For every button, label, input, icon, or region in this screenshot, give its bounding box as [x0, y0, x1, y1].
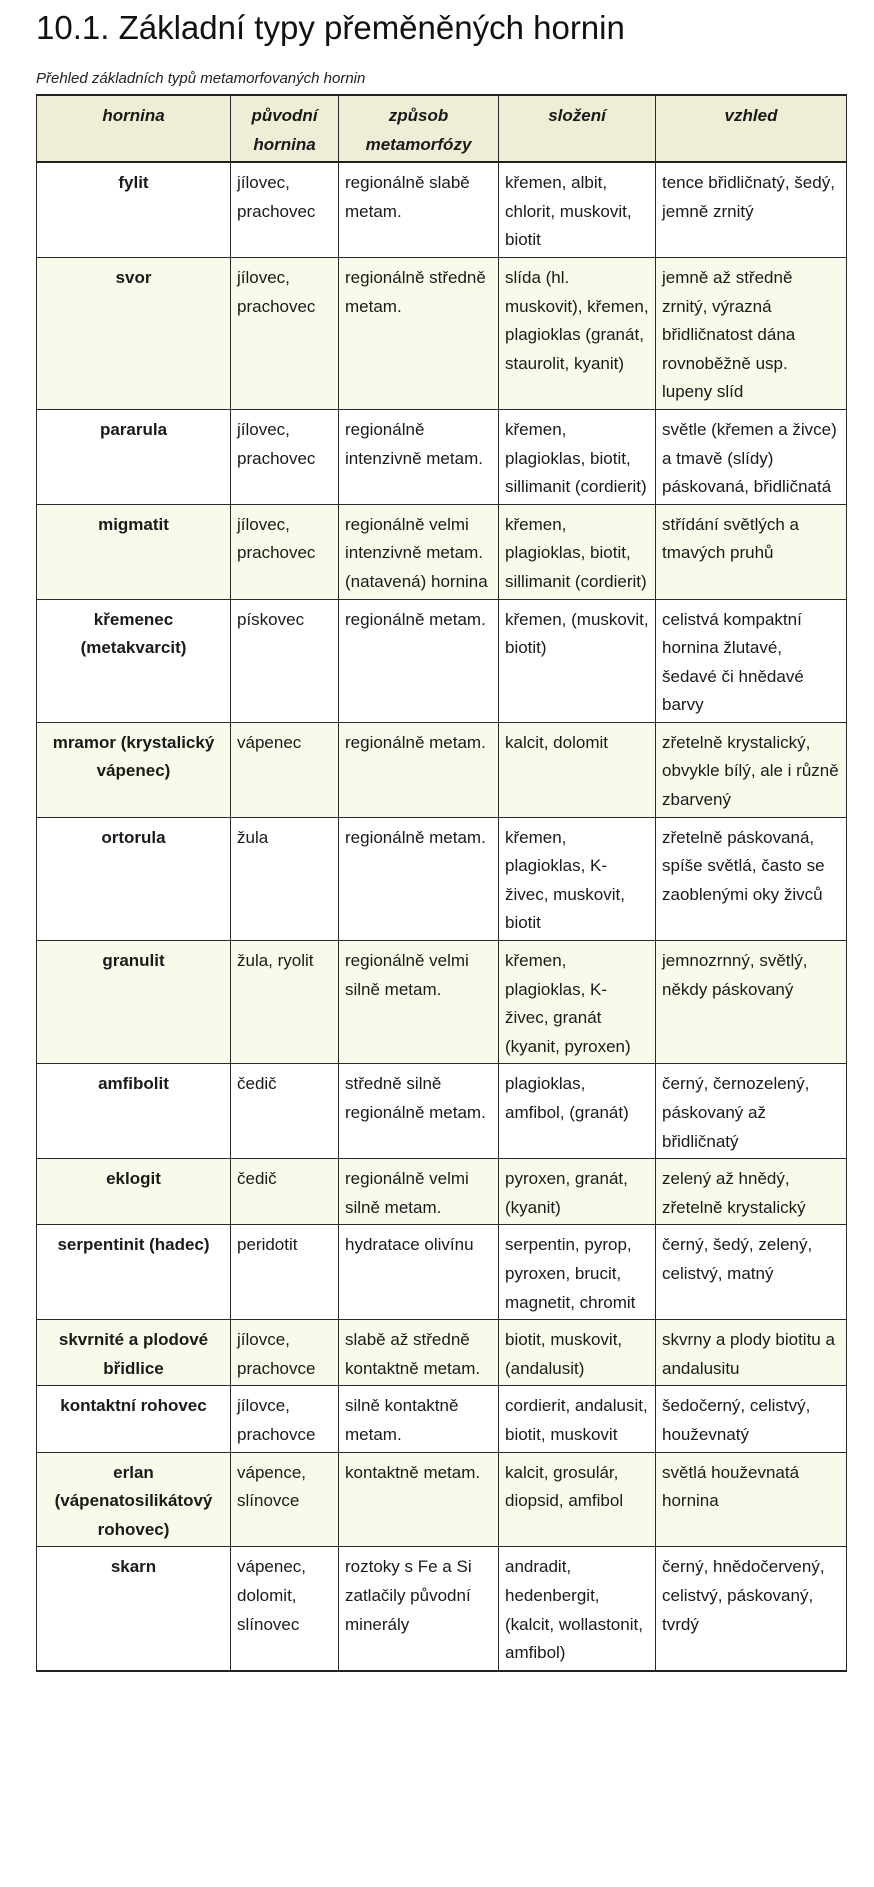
table-row — [37, 409, 847, 504]
table-row — [37, 1159, 847, 1225]
composition-cell: křemen, plagioklas, biotit, sillimanit (cordierit) — [499, 504, 656, 599]
metamorphism-cell: regionálně středně metam. — [339, 257, 499, 409]
appearance-cell: jemnozrnný, světlý, někdy páskovaný — [656, 941, 847, 1064]
rock-name-cell: kontaktní rohovec — [37, 1386, 231, 1452]
composition-cell: cordierit, andalusit, biotit, muskovit — [499, 1386, 656, 1452]
metamorphism-cell: regionálně intenzivně metam. — [339, 409, 499, 504]
appearance-cell: skvrny a plody biotitu a andalusitu — [656, 1320, 847, 1386]
original-rock-cell: jílovec, prachovec — [231, 162, 339, 257]
composition-cell: křemen, plagioklas, K-živec, granát (kyanit, pyroxen) — [499, 941, 656, 1064]
table-row — [37, 1064, 847, 1159]
rock-name-cell: křemenec (metakvarcit) — [37, 599, 231, 722]
composition-cell: serpentin, pyrop, pyroxen, brucit, magnetit, chromit — [499, 1225, 656, 1320]
metamorphism-cell: středně silně regionálně metam. — [339, 1064, 499, 1159]
header-hornina: hornina — [37, 95, 231, 162]
table-row — [37, 1225, 847, 1320]
original-rock-cell: pískovec — [231, 599, 339, 722]
composition-cell: kalcit, grosulár, diopsid, amfibol — [499, 1452, 656, 1547]
table-row — [37, 504, 847, 599]
appearance-cell: černý, černozelený, páskovaný až břidličnatý — [656, 1064, 847, 1159]
metamorphism-cell: slabě až středně kontaktně metam. — [339, 1320, 499, 1386]
appearance-cell: střídání světlých a tmavých pruhů — [656, 504, 847, 599]
composition-cell: slída (hl. muskovit), křemen, plagioklas (granát, staurolit, kyanit) — [499, 257, 656, 409]
appearance-cell: tence břidličnatý, šedý, jemně zrnitý — [656, 162, 847, 257]
original-rock-cell: jílovce, prachovce — [231, 1386, 339, 1452]
header-puvodni-hornina: původní hornina — [231, 95, 339, 162]
original-rock-cell: žula, ryolit — [231, 941, 339, 1064]
page-title: 10.1. Základní typy přeměněných hornin — [36, 9, 625, 46]
header-row — [37, 95, 847, 162]
appearance-cell: světlá houževnatá hornina — [656, 1452, 847, 1547]
table-row — [37, 941, 847, 1064]
table-body — [37, 162, 847, 1671]
table-caption: Přehled základních typů metamorfovaných hornin — [36, 70, 366, 87]
appearance-cell: šedočerný, celistvý, houževnatý — [656, 1386, 847, 1452]
table-row — [37, 1452, 847, 1547]
rock-name-cell: pararula — [37, 409, 231, 504]
metamorphism-cell: regionálně slabě metam. — [339, 162, 499, 257]
metamorphism-cell: kontaktně metam. — [339, 1452, 499, 1547]
original-rock-cell: vápence, slínovce — [231, 1452, 339, 1547]
appearance-cell: světle (křemen a živce) a tmavě (slídy) páskovaná, břidličnatá — [656, 409, 847, 504]
original-rock-cell: jílovce, prachovce — [231, 1320, 339, 1386]
metamorphism-cell: regionálně velmi silně metam. — [339, 1159, 499, 1225]
original-rock-cell: vápenec, dolomit, slínovec — [231, 1547, 339, 1671]
metamorphism-cell: silně kontaktně metam. — [339, 1386, 499, 1452]
table-row — [37, 1386, 847, 1452]
appearance-cell: zřetelně páskovaná, spíše světlá, často se zaoblenými oky živců — [656, 817, 847, 940]
original-rock-cell: jílovec, prachovec — [231, 409, 339, 504]
rock-name-cell: mramor (krystalický vápenec) — [37, 722, 231, 817]
table-row — [37, 162, 847, 257]
composition-cell: biotit, muskovit, (andalusit) — [499, 1320, 656, 1386]
appearance-cell: zřetelně krystalický, obvykle bílý, ale i různě zbarvený — [656, 722, 847, 817]
rock-name-cell: amfibolit — [37, 1064, 231, 1159]
metamorphism-cell: regionálně velmi intenzivně metam. (natavená) hornina — [339, 504, 499, 599]
appearance-cell: černý, hnědočervený, celistvý, páskovaný, tvrdý — [656, 1547, 847, 1671]
rock-name-cell: ortorula — [37, 817, 231, 940]
original-rock-cell: jílovec, prachovec — [231, 257, 339, 409]
rock-name-cell: eklogit — [37, 1159, 231, 1225]
table-row — [37, 722, 847, 817]
table-row — [37, 599, 847, 722]
composition-cell: křemen, plagioklas, K-živec, muskovit, biotit — [499, 817, 656, 940]
original-rock-cell: vápenec — [231, 722, 339, 817]
metamorphism-cell: roztoky s Fe a Si zatlačily původní minerály — [339, 1547, 499, 1671]
rock-types-table — [36, 94, 847, 1672]
header-zpusob-metamorfozy: způsob metamorfózy — [339, 95, 499, 162]
appearance-cell: jemně až středně zrnitý, výrazná břidličnatost dána rovnoběžně usp. lupeny slíd — [656, 257, 847, 409]
rock-name-cell: migmatit — [37, 504, 231, 599]
metamorphism-cell: regionálně metam. — [339, 599, 499, 722]
header-vzhled: vzhled — [656, 95, 847, 162]
table-row — [37, 817, 847, 940]
table-header — [37, 95, 847, 162]
composition-cell: křemen, (muskovit, biotit) — [499, 599, 656, 722]
metamorphism-cell: hydratace olivínu — [339, 1225, 499, 1320]
original-rock-cell: čedič — [231, 1064, 339, 1159]
table-row — [37, 257, 847, 409]
original-rock-cell: čedič — [231, 1159, 339, 1225]
appearance-cell: černý, šedý, zelený, celistvý, matný — [656, 1225, 847, 1320]
original-rock-cell: peridotit — [231, 1225, 339, 1320]
table-row — [37, 1547, 847, 1671]
table-row — [37, 1320, 847, 1386]
rock-name-cell: serpentinit (hadec) — [37, 1225, 231, 1320]
rock-name-cell: fylit — [37, 162, 231, 257]
metamorphism-cell: regionálně velmi silně metam. — [339, 941, 499, 1064]
rock-name-cell: erlan (vápenatosilikátový rohovec) — [37, 1452, 231, 1547]
original-rock-cell: žula — [231, 817, 339, 940]
composition-cell: křemen, plagioklas, biotit, sillimanit (cordierit) — [499, 409, 656, 504]
rock-name-cell: granulit — [37, 941, 231, 1064]
appearance-cell: zelený až hnědý, zřetelně krystalický — [656, 1159, 847, 1225]
rock-name-cell: svor — [37, 257, 231, 409]
rock-name-cell: skarn — [37, 1547, 231, 1671]
metamorphism-cell: regionálně metam. — [339, 817, 499, 940]
appearance-cell: celistvá kompaktní hornina žlutavé, šedavé či hnědavé barvy — [656, 599, 847, 722]
composition-cell: andradit, hedenbergit, (kalcit, wollastonit, amfibol) — [499, 1547, 656, 1671]
metamorphism-cell: regionálně metam. — [339, 722, 499, 817]
composition-cell: kalcit, dolomit — [499, 722, 656, 817]
header-slozeni: složení — [499, 95, 656, 162]
composition-cell: plagioklas, amfibol, (granát) — [499, 1064, 656, 1159]
composition-cell: pyroxen, granát, (kyanit) — [499, 1159, 656, 1225]
original-rock-cell: jílovec, prachovec — [231, 504, 339, 599]
composition-cell: křemen, albit, chlorit, muskovit, biotit — [499, 162, 656, 257]
rock-name-cell: skvrnité a plodové břidlice — [37, 1320, 231, 1386]
